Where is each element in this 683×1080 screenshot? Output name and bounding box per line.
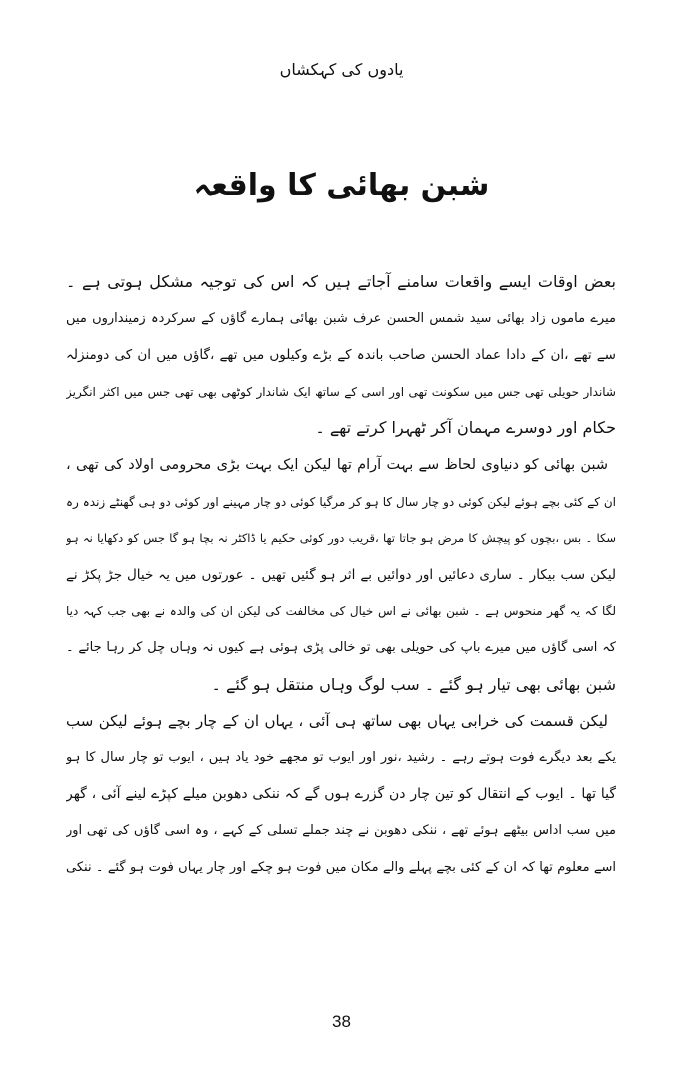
- running-header: یادوں کی کہکشاں: [279, 60, 404, 79]
- text-line: لگا کہ یہ گھر منحوس ہے ۔ شبن بھائی نے اس خیال کی مخالفت کی لیکن ان کی والدہ نے بھی جب کہہ دیا: [66, 604, 616, 619]
- chapter-title: شبن بھائی کا واقعہ: [193, 168, 490, 203]
- text-line: کہ اسی گاؤں میں میرے باپ کی حویلی بھی تو خالی پڑی ہوئی ہے کیوں نہ وہاں چل کر رہا جائے ۔: [66, 639, 616, 655]
- text-line: گیا تھا ۔ ایوب کے انتقال کو تین چار دن گزرے ہوں گے کہ ننکی دھوبن میلے کپڑے لینے آئی ، گھر: [66, 786, 616, 803]
- text-line: میں سب اداس بیٹھے ہوئے تھے ، ننکی دھوبن نے چند جملے تسلی کے کہے ، وہ اسی گاؤں کی تھی اور: [66, 822, 616, 838]
- text-line: بعض اوقات ایسے واقعات سامنے آجاتے ہیں کہ اس کی توجیہ مشکل ہوتی ہے ۔: [66, 272, 616, 291]
- text-line: شبن بھائی بھی تیار ہو گئے ۔ سب لوگ وہاں منتقل ہو گئے ۔: [211, 674, 616, 694]
- text-line: یکے بعد دیگرے فوت ہوتے رہے ۔ رشید ،نور اور ایوب تو مجھے خود یاد ہیں ، ایوب تو چار سال کا ہو: [66, 749, 616, 765]
- text-line: شاندار حویلی تھی جس میں سکونت تھی اور اسی کے ساتھ ایک شاندار کوٹھی بھی تھی جس میں اکثر انگریز: [66, 384, 616, 399]
- text-line: لیکن قسمت کی خرابی یہاں بھی ساتھ ہی آئی ، یہاں ان کے چار بچے ہوئے لیکن سب: [66, 712, 608, 731]
- text-line: لیکن سب بیکار ۔ ساری دعائیں اور دوائیں بے اثر ہو گئیں تھیں ۔ عورتوں میں یہ خیال جڑ پکڑ نے: [66, 566, 616, 583]
- text-line: اسے معلوم تھا کہ ان کے کئی بچے پہلے والے مکان میں فوت ہو چکے اور چار یہاں فوت ہو گئے ۔ ننکی: [66, 859, 616, 875]
- text-line: شبن بھائی کو دنیاوی لحاظ سے بہت آرام تھا لیکن ایک بہت بڑی محرومی اولاد کی تھی ،: [66, 456, 608, 473]
- text-line: سے تھے ،ان کے دادا عماد الحسن صاحب باندہ کے بڑے وکیلوں میں تھے ،گاؤں میں ان کی دومنزلہ: [66, 347, 616, 364]
- page-number: 38: [332, 1012, 351, 1031]
- text-line: ان کے کئی بچے ہوئے لیکن کوئی دو چار سال کا ہو کر مرگیا کوئی دو چار مہینے اور کوئی دو ہی گھنٹے زندہ رہ: [66, 494, 616, 509]
- text-line: حکام اور دوسرے مہمان آکر ٹھہرا کرتے تھے ۔: [315, 418, 616, 438]
- body-text: [66, 264, 616, 886]
- text-line: میرے ماموں زاد بھائی سید شمس الحسن عرف شبن بھائی ہمارے گاؤں کے سرکردہ زمینداروں میں: [66, 310, 616, 326]
- text-line: سکا ۔ بس ،بچوں کو پیچش کا مرض ہو جاتا تھا ،قریب دور کوئی حکیم یا ڈاکٹر نہ بچا ہو گا جس کو دکھایا نہ ہو: [66, 531, 616, 546]
